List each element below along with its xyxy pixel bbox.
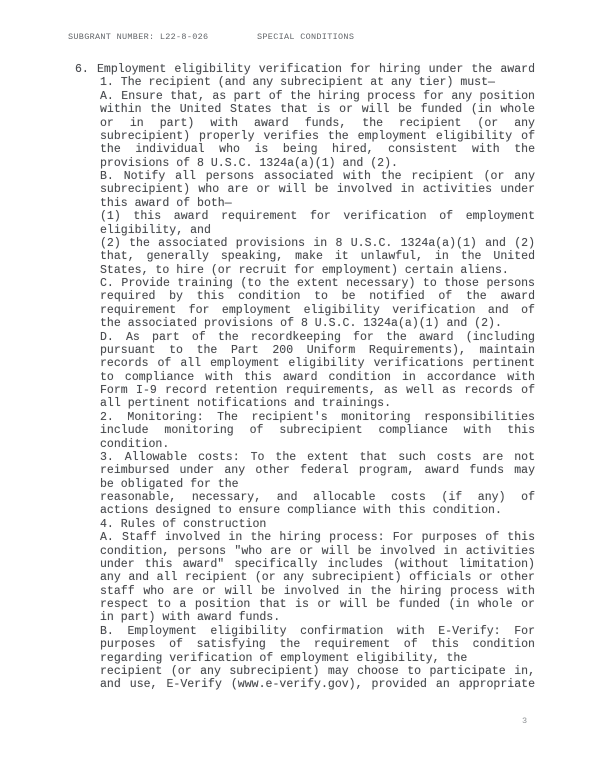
document-line: records of all employment eligibility verifications pertinent xyxy=(100,357,535,371)
document-line: that, generally speaking, make it unlawful, in the United xyxy=(100,250,535,264)
document-line: 4. Rules of construction xyxy=(100,517,267,531)
document-line: subrecipient) properly verifies the employment eligibility of xyxy=(100,129,535,143)
document-line: (1) this award requirement for verification of employment xyxy=(100,210,535,224)
document-line: condition, persons "who are or will be involved in activities xyxy=(100,544,535,558)
document-line: 3. Allowable costs: To the extent that such costs are not xyxy=(100,450,535,464)
document-line: subrecipient) who are or will be involved in activities under xyxy=(100,183,535,197)
document-line: States, to hire (or recruit for employment) certain aliens. xyxy=(100,263,509,277)
page-header xyxy=(0,31,600,45)
document-line: D. As part of the recordkeeping for the award (including xyxy=(100,330,535,344)
document-line: provisions of 8 U.S.C. 1324a(a)(1) and (2). xyxy=(100,156,398,170)
document-line: reasonable, necessary, and allocable costs (if any) of xyxy=(100,491,535,504)
document-line: in part) with award funds. xyxy=(100,611,281,625)
document-line: to compliance with this award condition in accordance with xyxy=(100,370,535,384)
page-number: 3 xyxy=(522,716,528,726)
document-line: Form I-9 record retention requirements, as well as records of xyxy=(100,384,535,397)
document-line: or in part) with award funds, the recipient (or any xyxy=(100,116,535,130)
document-line: actions designed to ensure compliance with this condition. xyxy=(100,504,502,518)
document-line: and use, E-Verify (www.e-verify.gov), provided an appropriate xyxy=(100,678,535,692)
document-line: B. Employment eligibility confirmation with E-Verify: For xyxy=(100,624,535,638)
document-body xyxy=(0,63,535,692)
document-line: under this award" specifically includes (without limitation) xyxy=(100,557,535,571)
document-line: this award of both— xyxy=(100,196,232,210)
header-title: SPECIAL CONDITIONS xyxy=(257,32,355,42)
document-line: 2. Monitoring: The recipient's monitoring responsibilities xyxy=(100,410,535,424)
document-line: A. Ensure that, as part of the hiring process for any position xyxy=(100,89,535,103)
document-line: (2) the associated provisions in 8 U.S.C. 1324a(a)(1) and (2) xyxy=(100,236,535,250)
document-line: recipient (or any subrecipient) may choose to participate in, xyxy=(100,664,535,678)
document-line: be obligated for the xyxy=(100,477,239,491)
document-line: within the United States that is or will be funded (in whole xyxy=(100,103,535,117)
document-line: reimbursed under any other federal program, award funds may xyxy=(100,464,535,478)
document-line: the individual who is being hired, consistent with the xyxy=(100,143,535,157)
document-line: B. Notify all persons associated with the recipient (or any xyxy=(100,170,535,183)
document-line: purposes of satisfying the requirement of this condition xyxy=(100,638,535,652)
document-line: regarding verification of employment eligibility, the xyxy=(100,651,468,665)
document-line: A. Staff involved in the hiring process: For purposes of this xyxy=(100,531,535,545)
document-line: include monitoring of subrecipient compliance with this xyxy=(100,424,535,438)
document-line: C. Provide training (to the extent necessary) to those persons xyxy=(100,277,535,290)
document-line: staff who are or will be involved in the hiring process with xyxy=(100,584,535,598)
document-line: eligibility, and xyxy=(100,223,211,237)
document-line: any and all recipient (or any subrecipient) officials or other xyxy=(100,571,535,585)
document-line: the associated provisions of 8 U.S.C. 1324a(a)(1) and (2). xyxy=(100,317,502,331)
document-line: 1. The recipient (and any subrecipient at any tier) must— xyxy=(100,76,495,90)
document-line: respect to a position that is or will be funded (in whole or xyxy=(100,598,535,611)
document-line: all pertinent notifications and trainings. xyxy=(100,397,392,411)
subgrant-number-label: SUBGRANT NUMBER: L22-8-026 xyxy=(68,32,209,42)
document-line: 6. Employment eligibility verification for hiring under the award xyxy=(75,63,535,76)
document-line: required by this condition to be notified of the award xyxy=(100,290,535,304)
document-line: pursuant to the Part 200 Uniform Requirements), maintain xyxy=(100,343,535,357)
document-line: condition. xyxy=(100,437,170,451)
document-line: requirement for employment eligibility verification and of xyxy=(100,303,535,317)
